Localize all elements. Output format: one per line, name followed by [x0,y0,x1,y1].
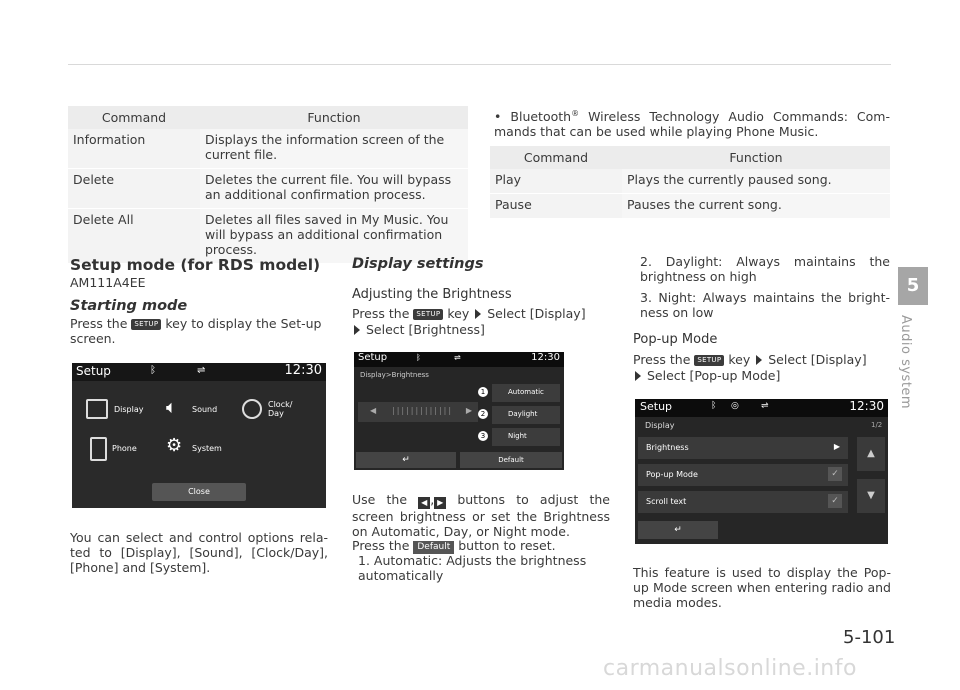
list-num: 1. [358,553,370,568]
screen-time: 12:30 [531,352,560,363]
menu-item-popup-mode[interactable] [638,464,848,486]
setup-item-label: Phone [112,444,137,453]
setup-screen [72,363,326,508]
use-buttons-text: Use the ◀ , ▶ buttons to adjust the screen brightness or set the Brightness on Automatic, Day, or Night mode. [352,492,610,539]
table-cell: Displays the information screen of the current file. [200,129,468,169]
list-text: Daylight: Always maintains the brightness on high [640,254,890,284]
brightness-list-item [640,254,890,284]
page-number: 5-101 [843,627,896,648]
reset-text: button to reset. [458,538,556,553]
list-text: Automatic: Adjusts the brightness automatically [358,553,587,583]
setup-item-phone[interactable] [90,437,160,465]
checkmark-icon: ✓ [828,467,842,481]
press-text: Press the [633,352,691,367]
default-reset-text [352,538,610,554]
bluetooth-pre: Bluetooth [510,109,572,125]
back-button[interactable]: ↵ [356,452,456,468]
screen-title: Setup [640,400,673,413]
screen-topbar [635,399,888,417]
table-cell: Delete All [68,209,200,264]
menu-item-label: Pop-up Mode [646,470,698,479]
menu-item-scroll-text[interactable] [638,491,848,513]
option-label: Daylight [508,410,538,418]
marker-3: 3 [478,431,488,441]
screen-topbar [72,363,326,381]
table-cell: Deletes the current file. You will bypass an additional confirmation process. [200,169,468,209]
table-row [490,194,890,219]
menu-item-label: Brightness [646,443,689,452]
screen-topbar [354,352,564,367]
table-cell: Pause [490,194,622,219]
setup-key-icon: SETUP [694,355,724,366]
option-automatic[interactable] [480,384,560,402]
screen-title: Setup [358,352,388,363]
table-cell: Information [68,129,200,169]
brightness-screen [354,352,564,470]
setup-key-icon: SETUP [413,309,443,320]
starting-desc: key to display the Set-up screen. [70,316,322,346]
checkmark-icon: ✓ [828,494,842,508]
key-word: key [728,352,751,367]
screen-time: 12:30 [849,399,884,413]
scroll-down-button[interactable]: ▼ [857,479,885,513]
bullet: • [494,109,502,125]
reg-mark: ® [571,109,580,118]
popup-screen-header: Display [645,421,675,430]
bluetooth-icon: ᛒ [416,353,421,362]
setup-key-icon: SETUP [131,319,161,330]
option-night[interactable] [480,428,560,446]
setup-heading: Setup mode (for RDS model) [70,256,321,274]
select-text: You can select and control options rela-ted to [Display], [Sound], [Clock/Day], [Phone] and [System]. [70,530,328,575]
commands-table [68,106,468,264]
clock-icon [242,399,262,419]
bluetooth-commands-table [490,146,890,219]
brightness-slider[interactable] [358,402,478,422]
chapter-tab: 5 [898,267,928,305]
arrow-right-icon [475,309,481,319]
screen-title: Setup [76,364,111,378]
brightness-list-item [358,553,610,583]
list-num: 3. [640,290,652,305]
setup-item-label: System [192,444,222,453]
table-cell: Pauses the current song. [622,194,890,219]
table-cell: Deletes all files saved in My Music. You will bypass an additional confirmation process. [200,209,468,264]
settings-circle-icon: ◎ [731,401,739,411]
press-text: Press the [352,306,410,321]
table-header-function: Function [622,146,890,169]
top-rule [68,64,891,65]
table-row [68,129,468,169]
setup-item-sound[interactable] [166,399,236,425]
close-button[interactable]: Close [152,483,246,501]
screen-time: 12:30 [284,363,322,378]
setup-item-label: Sound [192,405,218,414]
select-display: Select [Display] [768,352,867,367]
arrow-right-icon [354,325,360,335]
arrow-right-icon [635,371,641,381]
use-text: buttons to adjust the screen brightness or set the Brightness on Automatic, Day, or Night mode. [352,492,610,539]
table-cell: Play [490,169,622,194]
chevron-right-icon: ▶ [833,442,840,451]
table-row [490,169,890,194]
table-row [68,169,468,209]
option-daylight[interactable] [480,406,560,424]
key-word: key [447,306,470,321]
breadcrumb: Display>Brightness [360,371,429,379]
use-the: Use the [352,492,408,507]
list-text: Night: Always maintains the bright-ness on low [640,290,890,320]
marker-1: 1 [478,387,488,397]
slider-right-icon[interactable]: ▶ [465,406,472,415]
option-label: Automatic [508,388,544,396]
list-num: 2. [640,254,652,269]
usb-icon: ⇌ [761,401,769,411]
select-popup: Select [Pop-up Mode] [646,368,781,383]
bluetooth-post: Wireless Technology Audio Commands: Com-mands that can be used while playing Phone Music. [494,109,890,140]
setup-code: AM111A4EE [70,275,146,290]
gear-icon: ⚙ [166,435,183,456]
table-cell: Plays the currently paused song. [622,169,890,194]
bluetooth-text [494,106,890,139]
scroll-up-button[interactable]: ▲ [857,437,885,471]
bluetooth-icon: ᛒ [711,401,717,411]
popup-description: This feature is used to display the Pop-up Mode screen when entering radio and media modes. [633,565,891,610]
phone-icon [90,437,107,461]
left-arrow-button-icon: ◀ [418,497,430,509]
table-header-command: Command [490,146,622,169]
menu-item-brightness[interactable] [638,437,848,459]
press-text: Press the [352,538,410,553]
chapter-label: Audio system [898,315,913,410]
option-label: Night [508,432,527,440]
table-cell: Delete [68,169,200,209]
brightness-heading: Adjusting the Brightness [352,287,512,302]
watermark: carmanualsonline.info [603,656,857,681]
slider-left-icon[interactable]: ◀ [370,406,377,415]
right-arrow-button-icon: ▶ [434,497,446,509]
starting-heading: Starting mode [70,298,188,314]
arrow-right-icon [756,355,762,365]
table-header-function: Function [200,106,468,129]
popup-heading: Pop-up Mode [633,332,718,347]
brightness-instruction [352,306,610,338]
back-button[interactable]: ↵ [638,521,718,539]
page-indicator: 1/2 [871,421,883,429]
setup-item-clock[interactable] [242,399,322,429]
speaker-icon: 🔈︎ [166,397,177,418]
default-key-icon: Default [413,541,454,554]
menu-item-label: Scroll text [646,497,687,506]
setup-item-label: Clock/ Day [268,400,293,418]
select-brightness: Select [Brightness] [365,322,485,337]
popup-instruction [633,352,891,384]
table-header-command: Command [68,106,200,129]
default-button[interactable]: Default [460,452,562,468]
setup-item-label: Display [114,405,144,414]
brightness-list-item [640,290,890,320]
slider-ticks: ||||||||||||| [392,406,454,415]
display-heading: Display settings [352,256,484,272]
select-display: Select [Display] [487,306,586,321]
press-text: Press the [70,316,128,331]
setup-item-system[interactable] [166,437,246,465]
display-icon [86,399,108,419]
usb-icon: ⇌ [197,365,206,376]
starting-text [70,316,328,346]
popup-screen [635,399,888,544]
setup-item-display[interactable] [86,399,156,425]
bluetooth-icon: ᛒ [150,365,156,376]
marker-2: 2 [478,409,488,419]
usb-icon: ⇌ [454,353,461,362]
